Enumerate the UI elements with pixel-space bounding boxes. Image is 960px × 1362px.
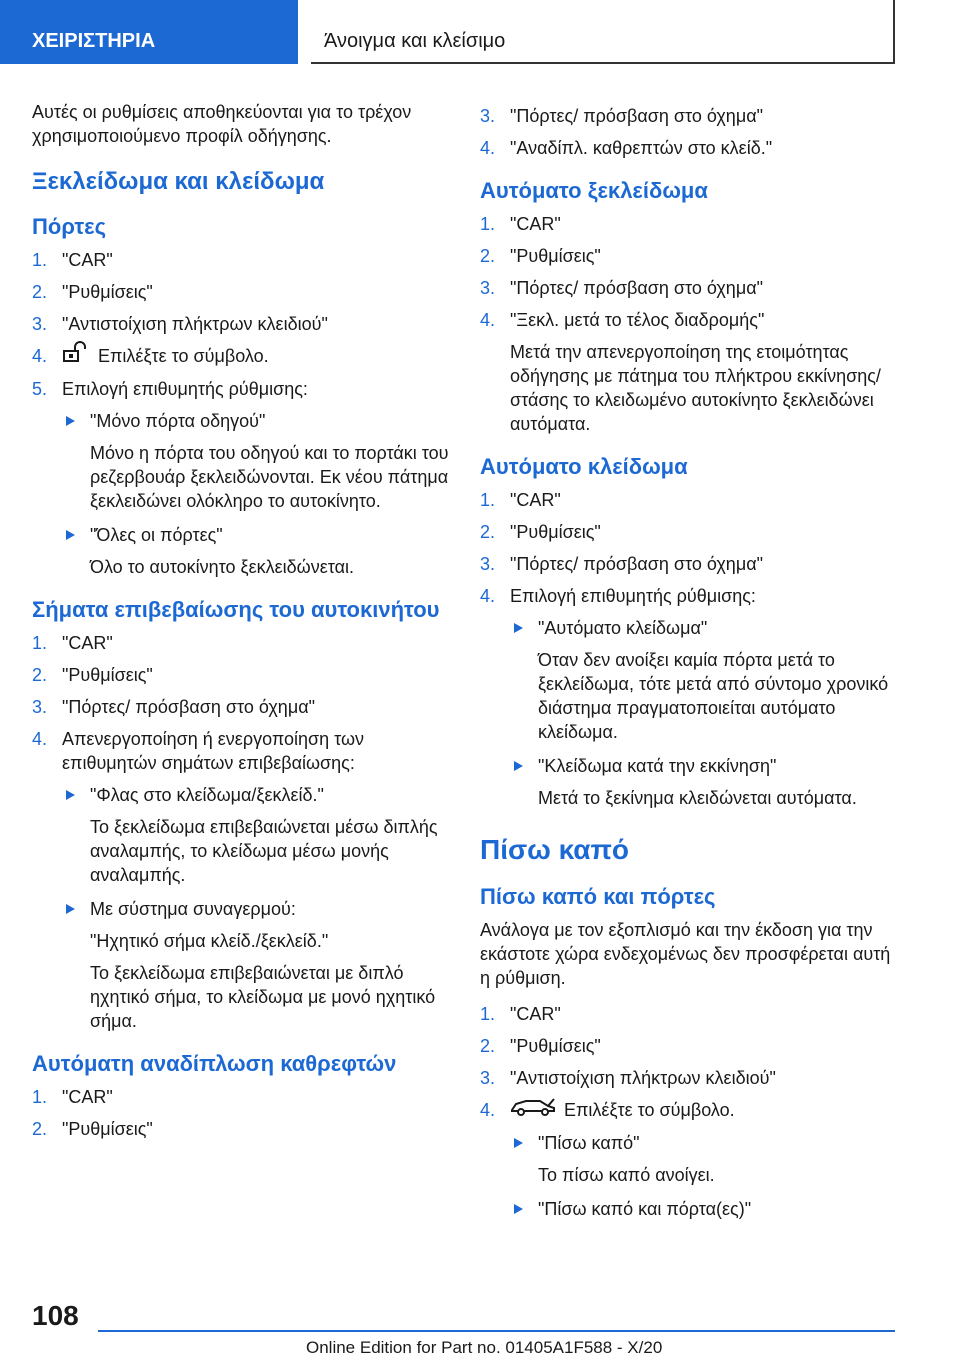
option-title: "Πίσω καπό και πόρτα(ες)": [538, 1199, 752, 1220]
car-tailgate-icon: [510, 1095, 556, 1123]
autounlock-steps: [480, 212, 900, 436]
option-item: [510, 1197, 900, 1221]
option-title: Με σύστημα συναγερμού:: [90, 899, 296, 920]
mirror-steps-continued: [480, 104, 900, 160]
option-title: "Κλείδωμα κατά την εκκίνηση": [538, 756, 777, 776]
step-text: "Ρυθμίσεις": [62, 665, 153, 686]
step-number: 3.: [32, 314, 48, 334]
step-text: "Πόρτες/ πρόσβαση στο όχημα": [510, 106, 763, 126]
step-number: 2.: [480, 1036, 496, 1056]
tailgate-steps: [480, 1002, 900, 1221]
option-desc: Μόνο η πόρτα του οδηγού και το πορτάκι του ρεζερβουάρ ξεκλειδώνονται. Εκ νέου πάτημα ξεκλειδώνει ολόκληρο το αυτοκίνητο.: [90, 443, 449, 512]
intro-text: Αυτές οι ρυθμίσεις αποθηκεύονται για το τρέχον χρησιμοποιούμενο προφίλ οδήγησης.: [32, 102, 412, 146]
step-number: 3.: [32, 697, 48, 718]
option-item: [62, 897, 452, 1033]
step-number: 2.: [32, 665, 48, 686]
heading-doors: Πόρτες: [32, 214, 107, 239]
option-item: [510, 616, 900, 744]
step-number: 4.: [480, 1100, 496, 1120]
step-text: "Ρυθμίσεις": [62, 282, 153, 302]
list-item: [32, 663, 452, 687]
list-item: [32, 1085, 452, 1109]
list-item: [32, 344, 452, 369]
list-item: [480, 520, 900, 544]
step-text: Επιλέξτε το σύμβολο.: [98, 346, 269, 366]
option-title: "Φλας στο κλείδωμα/ξεκλείδ.": [90, 785, 324, 806]
list-item: [480, 584, 900, 810]
option-desc: Όλο το αυτοκίνητο ξεκλειδώνεται.: [90, 557, 355, 578]
option-title: "Όλες οι πόρτες": [90, 525, 223, 546]
right-column: [480, 104, 900, 1231]
triangle-bullet-icon: [514, 623, 523, 633]
step-text: "Πόρτες/ πρόσβαση στο όχημα": [510, 278, 763, 298]
step-text: "CAR": [62, 633, 113, 654]
tailgate-intro: Ανάλογα με τον εξοπλισμό και την έκδοση για την εκάστοτε χώρα ενδεχομένως δεν προσφέρεται αυτή η ρύθμιση.: [480, 920, 891, 988]
list-item: [480, 308, 900, 436]
list-item: [480, 244, 900, 268]
step-number: 2.: [32, 1119, 48, 1140]
option-list: [62, 409, 452, 579]
step-number: 1.: [480, 490, 496, 510]
list-item: [32, 248, 452, 272]
option-list: [510, 1131, 900, 1221]
triangle-bullet-icon: [514, 1204, 523, 1214]
step-number: 5.: [32, 379, 48, 400]
heading-auto-lock: Αυτόματο κλείδωμα: [480, 454, 688, 479]
list-item: [32, 695, 452, 719]
list-item: [32, 1117, 452, 1141]
list-item: [32, 727, 452, 1033]
option-desc-extra: Το ξεκλείδωμα επιβεβαιώνεται με διπλό ηχητικό σήμα, το κλείδωμα με μονό ηχητικό σήμα.: [90, 963, 436, 1032]
heading-auto-unlock: Αυτόματο ξεκλείδωμα: [480, 178, 708, 203]
step-text: "Πόρτες/ πρόσβαση στο όχημα": [62, 697, 315, 718]
list-item: [32, 312, 452, 336]
footer-edition: Online Edition for Part no. 01405A1F588 - X/20: [306, 1338, 663, 1357]
step-number: 1.: [32, 633, 48, 654]
door-unlock-icon: [62, 341, 90, 369]
doors-steps: [32, 248, 452, 579]
step-text: Επιλογή επιθυμητής ρύθμισης:: [510, 586, 756, 606]
left-column: [32, 100, 452, 1149]
step-desc: Μετά την απενεργοποίηση της ετοιμότητας οδήγησης με πάτημα του πλήκτρου εκκίνησης/στάσης το κλειδωμένο αυτοκίνητο ξεκλειδώνει αυτόματα.: [510, 342, 881, 434]
list-item: [480, 104, 900, 128]
header-section-tab: ΧΕΙΡΙΣΤΗΡΙΑ: [0, 0, 298, 64]
step-text: "Αναδίπλ. καθρεπτών στο κλείδ.": [510, 138, 773, 158]
step-number: 2.: [480, 522, 496, 542]
step-text: "CAR": [510, 214, 561, 234]
option-item: [62, 523, 452, 579]
step-number: 1.: [32, 1087, 48, 1108]
option-item: [510, 1131, 900, 1187]
step-text: "Ρυθμίσεις": [510, 1036, 601, 1056]
option-title: "Αυτόματο κλείδωμα": [538, 618, 708, 638]
step-number: 1.: [480, 214, 496, 234]
list-item: [32, 280, 452, 304]
header-topic: Άνοιγμα και κλείσιμο: [311, 0, 895, 64]
step-number: 2.: [480, 246, 496, 266]
list-item: [480, 212, 900, 236]
step-number: 4.: [480, 586, 496, 606]
option-desc: Όταν δεν ανοίξει καμία πόρτα μετά το ξεκλείδωμα, τότε μετά από σύντομο χρονικό διάστημα πραγματοποιείται αυτόματο κλείδωμα.: [538, 650, 889, 742]
confirm-steps: [32, 631, 452, 1033]
step-text: "Πόρτες/ πρόσβαση στο όχημα": [510, 554, 763, 574]
step-number: 3.: [480, 278, 496, 298]
step-text: "CAR": [510, 490, 561, 510]
step-text: "CAR": [510, 1004, 561, 1024]
option-item: [62, 783, 452, 887]
list-item: [480, 1066, 900, 1090]
list-item: [480, 1002, 900, 1026]
option-desc: Μετά το ξεκίνημα κλειδώνεται αυτόματα.: [538, 788, 857, 808]
list-item: [480, 136, 900, 160]
step-number: 3.: [480, 106, 496, 126]
step-text: Επιλέξτε το σύμβολο.: [564, 1100, 735, 1120]
step-text: Απενεργοποίηση ή ενεργοποίηση των επιθυμητών σημάτων επιβεβαίωσης:: [62, 729, 365, 774]
step-text: "CAR": [62, 250, 113, 270]
option-list: [62, 783, 452, 1033]
footer-divider: [98, 1330, 895, 1332]
heading-tailgate: Πίσω καπό: [480, 834, 630, 865]
step-text: "Αντιστοίχιση πλήκτρων κλειδιού": [62, 314, 328, 334]
list-item: [480, 552, 900, 576]
list-item: [32, 377, 452, 579]
option-desc: "Ηχητικό σήμα κλείδ./ξεκλείδ.": [90, 931, 329, 952]
triangle-bullet-icon: [66, 790, 75, 800]
option-item: [510, 754, 900, 810]
mirror-steps: [32, 1085, 452, 1141]
step-number: 2.: [32, 282, 48, 302]
step-text: "Ρυθμίσεις": [510, 246, 601, 266]
triangle-bullet-icon: [66, 530, 75, 540]
step-number: 4.: [32, 346, 48, 366]
step-number: 1.: [480, 1004, 496, 1024]
step-text: "CAR": [62, 1087, 113, 1108]
step-number: 3.: [480, 554, 496, 574]
step-text: "Ρυθμίσεις": [62, 1119, 153, 1140]
list-item: [32, 631, 452, 655]
step-number: 4.: [480, 310, 496, 330]
step-number: 1.: [32, 250, 48, 270]
option-desc: Το πίσω καπό ανοίγει.: [538, 1165, 715, 1186]
triangle-bullet-icon: [514, 761, 523, 771]
option-desc: Το ξεκλείδωμα επιβεβαιώνεται μέσω διπλής αναλαμπής, το κλείδωμα μέσω μονής αναλαμπής.: [90, 817, 438, 886]
step-number: 4.: [480, 138, 496, 158]
option-title: "Μόνο πόρτα οδηγού": [90, 411, 266, 432]
triangle-bullet-icon: [514, 1138, 523, 1148]
heading-mirror-folding: Αυτόματη αναδίπλωση καθρεφτών: [32, 1051, 397, 1077]
option-list: [510, 616, 900, 810]
list-item: [480, 1098, 900, 1221]
option-title: "Πίσω καπό": [538, 1133, 640, 1154]
step-text: "Ρυθμίσεις": [510, 522, 601, 542]
list-item: [480, 488, 900, 512]
step-text: Επιλογή επιθυμητής ρύθμισης:: [62, 379, 308, 400]
list-item: [480, 1034, 900, 1058]
step-text: "Αντιστοίχιση πλήκτρων κλειδιού": [510, 1068, 776, 1088]
heading-unlock-lock: Ξεκλείδωμα και κλείδωμα: [32, 168, 325, 195]
triangle-bullet-icon: [66, 416, 75, 426]
step-number: 3.: [480, 1068, 496, 1088]
step-text: "Ξεκλ. μετά το τέλος διαδρομής": [510, 310, 765, 330]
step-number: 4.: [32, 729, 48, 750]
list-item: [480, 276, 900, 300]
page-number: 108: [32, 1300, 79, 1331]
heading-confirmation-signals: Σήματα επιβεβαίωσης του αυτοκινήτου: [32, 597, 440, 623]
triangle-bullet-icon: [66, 904, 75, 914]
autolock-steps: [480, 488, 900, 810]
heading-tailgate-doors: Πίσω καπό και πόρτες: [480, 884, 716, 909]
option-item: [62, 409, 452, 513]
